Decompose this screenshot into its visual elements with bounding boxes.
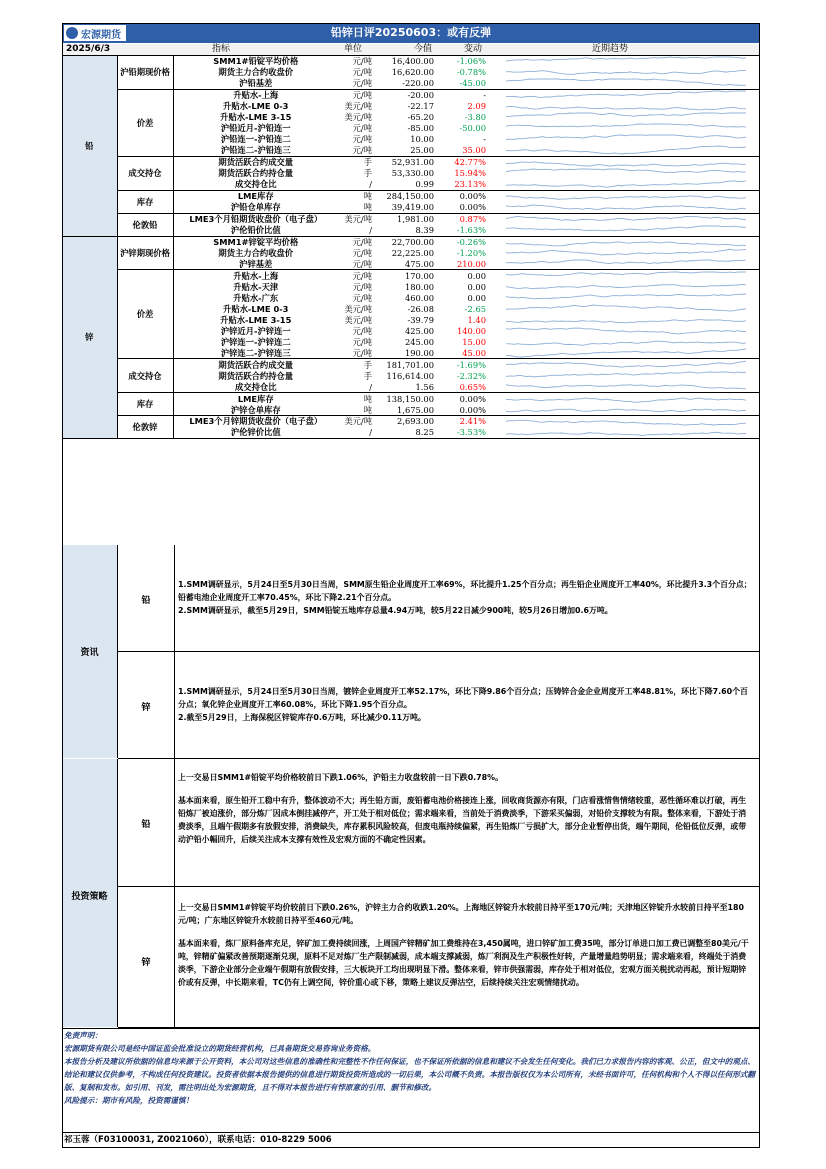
table-row	[62, 416, 760, 427]
risk-warning: 风险提示：期市有风险，投资需谨慎！	[64, 1096, 194, 1105]
value-cell: 190.00	[372, 347, 434, 358]
strategy-section	[62, 759, 760, 1027]
value-cell: 245.00	[404, 336, 434, 347]
disclaimer-line: 本报告分析及建议所依据的信息均来源于公开资料，本公司对这些信息的准确性和完整性不作任何保证，也不保证所依据的信息和建议不会发生任何变化。我们已力求报告内容的客观、公正，但文中的观点、结论和建议仅供参考，不构成任何投资建议。投资者依据本报告提供的信息进行期货投资所造成的一切后果，本公司概不负责。本报告版权仅为本公司所有，未经书面许可，任何机构和个人不得以任何形式翻版、复制和发布。如引用、刊发，需注明出处为宏源期货，且不得对本报告进行有悖原意的引用、删节和修改。	[64, 1057, 756, 1092]
change-cell: -	[483, 134, 486, 145]
trend-sparkline	[486, 123, 760, 133]
value-cell: 170.00	[404, 270, 434, 281]
unit-cell: 美元/吨	[344, 101, 372, 112]
table-row	[62, 89, 760, 100]
news-lead-text: 1.SMM调研显示，5月24日至5月30日当周，SMM原生铅企业周度开工率69%，环比提升1.25个百分点；再生铅企业周度开工率40%，环比提升3.3个百分点；铅蓄电池企业周度开工率70.45%，环比下降2.21个百分点。 2.SMM调研显示，截至5月29日，SMM铅锭五地库存总量4.94万吨，较5月22日减少900吨，较5月26日增加0.6万吨。	[178, 580, 752, 615]
trend-sparkline	[486, 145, 760, 155]
trend-cell	[486, 381, 760, 392]
table-row	[62, 270, 760, 281]
trend-line	[506, 372, 746, 377]
change-cell: -2.32%	[456, 370, 486, 381]
strategy-lead-label: 铅	[118, 759, 175, 886]
indicator-cell: 期货活跃合约持仓量	[218, 168, 294, 179]
group-label: 库存	[117, 393, 173, 416]
trend-cell	[486, 258, 760, 269]
indicator-cell: 成交持仓比	[173, 381, 338, 392]
unit-cell: 元/吨	[338, 145, 372, 156]
indicator-cell: SMM1#锌锭平均价格	[213, 236, 299, 247]
trend-sparkline	[486, 371, 760, 381]
trend-sparkline	[486, 326, 760, 336]
table-row	[62, 393, 760, 404]
change-cell: -1.06%	[456, 56, 486, 67]
indicator-cell: 期货活跃合约成交量	[218, 359, 294, 370]
trend-cell	[486, 393, 760, 404]
indicator-cell: 升贴水-LME 0-3	[223, 303, 289, 314]
change-cell: -50.00	[459, 123, 486, 134]
group-label: 库存	[117, 190, 173, 213]
group-label: 价差	[117, 270, 173, 359]
change-cell: 23.13%	[434, 179, 486, 190]
change-cell: 0.87%	[459, 214, 486, 225]
value-cell: -20.00	[407, 90, 434, 101]
unit-cell: 元/吨	[338, 347, 372, 358]
change-cell: 0.00%	[459, 191, 486, 202]
col-indicator: 指标	[212, 44, 231, 54]
unit-cell: 元/吨	[352, 325, 372, 336]
report-title: 铅锌日评20250603：或有反弹	[330, 26, 492, 39]
unit-cell: 吨	[363, 191, 372, 202]
indicator-cell: 升贴水-LME 0-3	[223, 101, 289, 112]
indicator-cell: LME3个月铅期货收盘价（电子盘）	[189, 214, 323, 225]
trend-line	[506, 409, 746, 412]
trend-sparkline	[486, 360, 760, 370]
change-cell: 2.41%	[459, 416, 486, 427]
value-cell: -26.08	[407, 303, 434, 314]
trend-line	[506, 328, 746, 334]
trend-line	[506, 272, 746, 276]
news-lead-label: 铅	[118, 545, 175, 651]
trend-line	[506, 71, 746, 75]
value-cell: 8.39	[372, 225, 434, 236]
value-cell: 425.00	[404, 325, 434, 336]
unit-cell: 美元/吨	[344, 416, 372, 427]
trend-cell	[486, 67, 760, 78]
trend-line	[506, 205, 746, 210]
value-cell: 16,620.00	[391, 67, 434, 78]
indicator-cell: 升贴水-天津	[233, 281, 279, 292]
indicator-cell: 沪锌连二-沪锌连三	[173, 347, 338, 358]
trend-cell	[486, 247, 760, 258]
unit-cell: 元/吨	[352, 270, 372, 281]
strategy-zinc-label: 锌	[118, 887, 175, 1027]
unit-cell: 元/吨	[352, 236, 372, 247]
trend-cell	[486, 89, 760, 100]
unit-cell: 元/吨	[338, 78, 372, 89]
unit-cell: 美元/吨	[344, 314, 372, 325]
change-cell: 42.77%	[454, 157, 486, 168]
trend-cell	[486, 56, 760, 67]
trend-sparkline	[486, 394, 760, 404]
value-cell: 10.00	[410, 134, 434, 145]
indicator-cell: 沪铅连一-沪铅连二	[220, 134, 291, 145]
unit-cell: /	[338, 381, 372, 392]
value-cell: 25.00	[372, 145, 434, 156]
news-section	[62, 545, 760, 758]
col-value: 今值	[414, 44, 433, 54]
indicator-cell: 期货主力合约收盘价	[218, 67, 294, 78]
trend-line	[506, 284, 746, 288]
trend-sparkline	[486, 112, 760, 122]
group-label: 伦敦锌	[117, 416, 173, 439]
indicator-cell: 沪锌仓单库存	[173, 404, 338, 415]
trend-sparkline	[486, 259, 760, 269]
indicator-cell: 沪伦铅价比值	[173, 225, 338, 236]
trend-line	[506, 294, 746, 299]
indicator-cell: LME库存	[237, 393, 274, 404]
analyst-contact: 祁玉蓉（F03100031, Z0021060），联系电话：010-8229 5006	[64, 1135, 332, 1145]
change-cell: -45.00	[434, 78, 486, 89]
unit-cell: 元/吨	[352, 336, 372, 347]
trend-sparkline	[486, 248, 760, 258]
value-cell: -220.00	[372, 78, 434, 89]
unit-cell: 元/吨	[352, 281, 372, 292]
indicator-cell: 沪铅近月-沪铅连一	[220, 123, 291, 134]
table-row	[62, 236, 760, 247]
trend-cell	[486, 190, 760, 201]
news-zinc-text: 1.SMM调研显示，5月24日至5月30日当周，镀锌企业周度开工率52.17%，环比下降9.86个百分点；压铸锌合金企业周度开工率48.81%，环比下降7.60个百分点；氧化锌企业周度开工率60.08%，环比下降1.95个百分点。 2.截至5月29日，上海保税区锌锭库存0.6万吨，环比减少0.11万吨。	[178, 687, 748, 722]
trend-line	[506, 260, 746, 264]
indicator-cell: SMM1#铅锭平均价格	[213, 56, 299, 67]
change-cell: -1.69%	[456, 359, 486, 370]
change-cell: -1.20%	[456, 247, 486, 258]
change-cell: -2.65	[464, 303, 486, 314]
trend-sparkline	[486, 202, 760, 212]
indicator-cell: 沪铅连二-沪铅连三	[173, 145, 338, 156]
trend-line	[506, 135, 746, 139]
value-cell: 52,931.00	[391, 157, 434, 168]
trend-sparkline	[486, 90, 760, 100]
change-cell: -0.78%	[456, 67, 486, 78]
value-cell: 0.99	[372, 179, 434, 190]
trend-cell	[486, 225, 760, 236]
trend-line	[506, 421, 746, 426]
change-cell: 35.00	[434, 145, 486, 156]
strategy-zinc-block	[118, 887, 760, 1028]
trend-cell	[486, 156, 760, 167]
indicator-cell: 升贴水-上海	[233, 270, 279, 281]
trend-line	[506, 124, 746, 127]
change-cell: 0.65%	[434, 381, 486, 392]
report-header	[62, 23, 760, 43]
change-cell: 2.09	[467, 101, 486, 112]
value-cell: 16,400.00	[391, 56, 434, 67]
trend-cell	[486, 292, 760, 303]
value-cell: 2,693.00	[397, 416, 434, 427]
change-cell: 1.40	[467, 314, 486, 325]
trend-sparkline	[486, 337, 760, 347]
change-cell: -1.63%	[434, 225, 486, 236]
change-cell: 140.00	[456, 325, 486, 336]
news-zinc-label: 锌	[118, 652, 175, 758]
trend-cell	[486, 202, 760, 213]
trend-cell	[486, 179, 760, 190]
table-row	[62, 156, 760, 167]
change-cell: 45.00	[434, 347, 486, 358]
trend-line	[506, 79, 746, 85]
unit-cell: /	[338, 427, 372, 438]
group-label: 沪铅期现价格	[117, 56, 173, 89]
trend-sparkline	[486, 56, 760, 66]
trend-cell	[486, 325, 760, 336]
trend-cell	[486, 213, 760, 224]
indicator-cell: 升贴水-上海	[233, 90, 279, 101]
report-date: 2025/6/3	[66, 44, 111, 54]
trend-line	[506, 216, 746, 220]
trend-sparkline	[486, 293, 760, 303]
strategy-lead-block	[118, 759, 760, 887]
value-cell: -39.79	[407, 314, 434, 325]
group-label: 沪锌期现价格	[117, 236, 173, 270]
indicator-cell: 升贴水-LME 3-15	[220, 112, 292, 123]
group-label: 成交持仓	[117, 359, 173, 393]
trend-line	[506, 397, 746, 401]
news-category: 资讯	[62, 545, 118, 758]
unit-cell: 元/吨	[338, 258, 372, 269]
disclaimer-line: 宏源期货有限公司是经中国证监会批准设立的期货经营机构，已具备期货交易咨询业务资格。	[64, 1044, 376, 1053]
value-cell: 284,150.00	[386, 191, 434, 202]
trend-cell	[486, 123, 760, 134]
unit-cell: 元/吨	[352, 292, 372, 303]
trend-sparkline	[486, 179, 760, 189]
indicator-cell: 沪铅基差	[173, 78, 338, 89]
unit-cell: 手	[363, 370, 372, 381]
trend-sparkline	[486, 427, 760, 437]
unit-cell: 元/吨	[352, 247, 372, 258]
value-cell: 39,419.00	[372, 202, 434, 213]
value-cell: 53,330.00	[391, 168, 434, 179]
value-cell: -22.17	[407, 101, 434, 112]
indicator-cell: LME库存	[237, 191, 274, 202]
unit-cell: 吨	[363, 393, 372, 404]
trend-line	[506, 361, 746, 367]
change-cell: 0.00%	[459, 393, 486, 404]
trend-line	[506, 162, 746, 166]
unit-cell: 吨	[338, 404, 372, 415]
trend-line	[506, 349, 746, 357]
trend-cell	[486, 303, 760, 314]
unit-cell: 美元/吨	[344, 214, 372, 225]
news-zinc-block	[118, 652, 760, 759]
trend-sparkline	[486, 134, 760, 144]
value-cell: -65.20	[407, 112, 434, 123]
trend-sparkline	[486, 382, 760, 392]
trend-sparkline	[486, 416, 760, 426]
value-cell: 181,701.00	[386, 359, 434, 370]
trend-sparkline	[486, 168, 760, 178]
indicator-cell: 沪锌近月-沪锌连一	[220, 325, 291, 336]
table-header-row	[62, 44, 760, 56]
indicator-cell: 沪锌连一-沪锌连二	[220, 336, 291, 347]
trend-line	[506, 249, 746, 255]
trend-cell	[486, 281, 760, 292]
value-cell: 1,675.00	[372, 404, 434, 415]
trend-line	[506, 384, 746, 388]
trend-line	[506, 242, 746, 246]
trend-line	[506, 226, 746, 231]
trend-line	[506, 341, 746, 345]
trend-sparkline	[486, 78, 760, 88]
group-label: 伦敦铅	[117, 213, 173, 236]
strategy-zinc-text: 上一交易日SMM1#锌锭平均价较前日下跌0.26%，沪锌主力合约收跌1.20%。上海地区锌锭升水较前日持平至170元/吨；天津地区锌锭升水较前日持平至180元/吨；广东地区锌锭升水较前日持平至460元/吨。 基本面来看，炼厂原料备库充足，锌矿加工费持续回涨，上周国产锌精矿加工费维持在3,450属吨，进口锌矿加工费35吨，部分订单进口加工费已调整至80美元/干吨，锌精矿偏紧改善预期逐渐兑现，原料不足对炼厂生产限制减弱，成本端支撑减弱，炼厂利润及生产积极性好转，产量增量趋势明显；需求端来看，终端处于消费淡季，下游企业部分企业端午假期有放假安排，三大板块开工均出现明显下滑。整体来看，锌市供强需弱，库存处于相对低位，宏观方面关税扰动再起，预计短期锌价或有反弹，中长期来看，TC仍有上调空间，锌价重心或下移，策略上建议反弹沽空，后续持续关注宏观情绪扰动。	[178, 903, 749, 987]
change-cell: 15.00	[462, 336, 486, 347]
trend-line	[506, 107, 746, 110]
trend-cell	[486, 270, 760, 281]
trend-sparkline	[486, 315, 760, 325]
strategy-lead-text: 上一交易日SMM1#铅锭平均价格较前日下跌1.06%，沪铅主力收盘较前一日下跌0.78%。 基本面来看，原生铅开工稳中有升，整体波动不大；再生铅方面，废铅蓄电池价格接连上涨，回收商货源亦有限，门店看涨惜售情绪较重，恶性循环难以打破，再生铅炼厂被迫涨价，部分炼厂因成本倒挂减停产，开工处于相对低位；需求端来看，当前处于消费淡季，下游采买偏弱，对铅价支撑较为有限。整体来看，下游处于消费淡季，且端午假期多有放假安排，消费缺失，库存累积风险较高，但废电瓶持续偏紧，再生铅炼厂亏损扩大，部分企业暂停出货，端午期间，伦铅低位反弹，或带动沪铅小幅回升，后续关注成本支撑有效性及宏观方面的不确定性因素。	[178, 773, 747, 844]
trend-line	[506, 57, 746, 61]
value-cell: 22,700.00	[391, 236, 434, 247]
disclaimer-title: 免责声明：	[64, 1031, 102, 1040]
trend-line	[506, 146, 746, 154]
logo-text: 宏源期货	[81, 29, 121, 41]
trend-cell	[486, 168, 760, 179]
table-row	[62, 359, 760, 370]
value-cell: 22,225.00	[391, 247, 434, 258]
trend-sparkline	[486, 101, 760, 111]
metal-category: 锌	[62, 236, 117, 438]
trend-cell	[486, 404, 760, 415]
unit-cell: 元/吨	[352, 134, 372, 145]
report-sheet	[62, 23, 760, 1148]
value-cell: -85.00	[407, 123, 434, 134]
col-change: 变动	[464, 44, 483, 54]
trend-line	[506, 169, 746, 173]
change-cell: 0.00	[467, 292, 486, 303]
trend-cell	[486, 370, 760, 381]
change-cell: 0.00	[467, 281, 486, 292]
change-cell: -0.26%	[456, 236, 486, 247]
change-cell: 210.00	[434, 258, 486, 269]
trend-cell	[486, 336, 760, 347]
col-trend: 近期趋势	[592, 44, 629, 54]
unit-cell: 元/吨	[352, 123, 372, 134]
unit-cell: 美元/吨	[344, 303, 372, 314]
change-cell: 15.94%	[454, 168, 486, 179]
indicator-cell: 期货主力合约收盘价	[218, 247, 294, 258]
group-label: 价差	[117, 89, 173, 156]
change-cell: 0.00%	[434, 202, 486, 213]
disclaimer	[62, 1028, 760, 1133]
indicator-cell: 升贴水-LME 3-15	[220, 314, 292, 325]
trend-cell	[486, 145, 760, 156]
value-cell: 1,981.00	[397, 214, 434, 225]
indicator-cell: 期货活跃合约持仓量	[218, 370, 294, 381]
trend-sparkline	[486, 348, 760, 358]
value-cell: 1.56	[372, 381, 434, 392]
trend-line	[506, 91, 746, 97]
indicator-cell: 成交持仓比	[173, 179, 338, 190]
value-cell: 8.25	[372, 427, 434, 438]
trend-line	[506, 305, 746, 311]
group-label: 成交持仓	[117, 156, 173, 190]
news-lead-block	[118, 545, 760, 652]
table-row	[62, 213, 760, 224]
trend-sparkline	[486, 214, 760, 224]
change-cell: -	[483, 90, 486, 101]
trend-cell	[486, 134, 760, 145]
col-unit: 单位	[344, 44, 363, 54]
value-cell: 180.00	[404, 281, 434, 292]
trend-sparkline	[486, 157, 760, 167]
trend-cell	[486, 427, 760, 438]
indicator-cell: 升贴水-广东	[233, 292, 279, 303]
unit-cell: 手	[363, 359, 372, 370]
trend-line	[506, 181, 746, 188]
trend-sparkline	[486, 237, 760, 247]
metal-category: 铅	[62, 56, 117, 236]
trend-line	[506, 196, 746, 199]
trend-cell	[486, 78, 760, 89]
unit-cell: /	[338, 225, 372, 236]
unit-cell: 手	[363, 168, 372, 179]
unit-cell: 手	[363, 157, 372, 168]
trend-cell	[486, 416, 760, 427]
unit-cell: /	[338, 179, 372, 190]
table-row	[62, 56, 760, 67]
trend-cell	[486, 314, 760, 325]
value-cell: 475.00	[372, 258, 434, 269]
trend-sparkline	[486, 405, 760, 415]
trend-line	[506, 319, 746, 322]
change-cell: -3.53%	[434, 427, 486, 438]
trend-line	[506, 113, 746, 116]
trend-cell	[486, 112, 760, 123]
trend-sparkline	[486, 271, 760, 281]
indicator-cell: 沪锌基差	[173, 258, 338, 269]
indicator-cell: 期货活跃合约成交量	[218, 157, 294, 168]
strategy-category: 投资策略	[62, 759, 118, 1027]
indicator-cell: 沪伦锌价比值	[173, 427, 338, 438]
trend-sparkline	[486, 282, 760, 292]
trend-cell	[486, 101, 760, 112]
trend-sparkline	[486, 191, 760, 201]
unit-cell: 美元/吨	[344, 112, 372, 123]
market-data-table	[62, 56, 760, 439]
unit-cell: 吨	[338, 202, 372, 213]
trend-cell	[486, 236, 760, 247]
value-cell: 460.00	[404, 292, 434, 303]
change-cell: -3.80	[464, 112, 486, 123]
unit-cell: 元/吨	[352, 56, 372, 67]
indicator-cell: LME3个月锌期货收盘价（电子盘）	[189, 416, 323, 427]
unit-cell: 元/吨	[352, 90, 372, 101]
trend-cell	[486, 347, 760, 358]
trend-sparkline	[486, 225, 760, 235]
change-cell: 0.00	[467, 270, 486, 281]
change-cell: 0.00%	[434, 404, 486, 415]
unit-cell: 元/吨	[352, 67, 372, 78]
value-cell: 138,150.00	[386, 393, 434, 404]
trend-sparkline	[486, 304, 760, 314]
trend-sparkline	[486, 67, 760, 77]
value-cell: 116,614.00	[386, 370, 434, 381]
trend-line	[506, 433, 746, 436]
trend-cell	[486, 359, 760, 370]
indicator-cell: 沪铅仓单库存	[173, 202, 338, 213]
table-row	[62, 190, 760, 201]
